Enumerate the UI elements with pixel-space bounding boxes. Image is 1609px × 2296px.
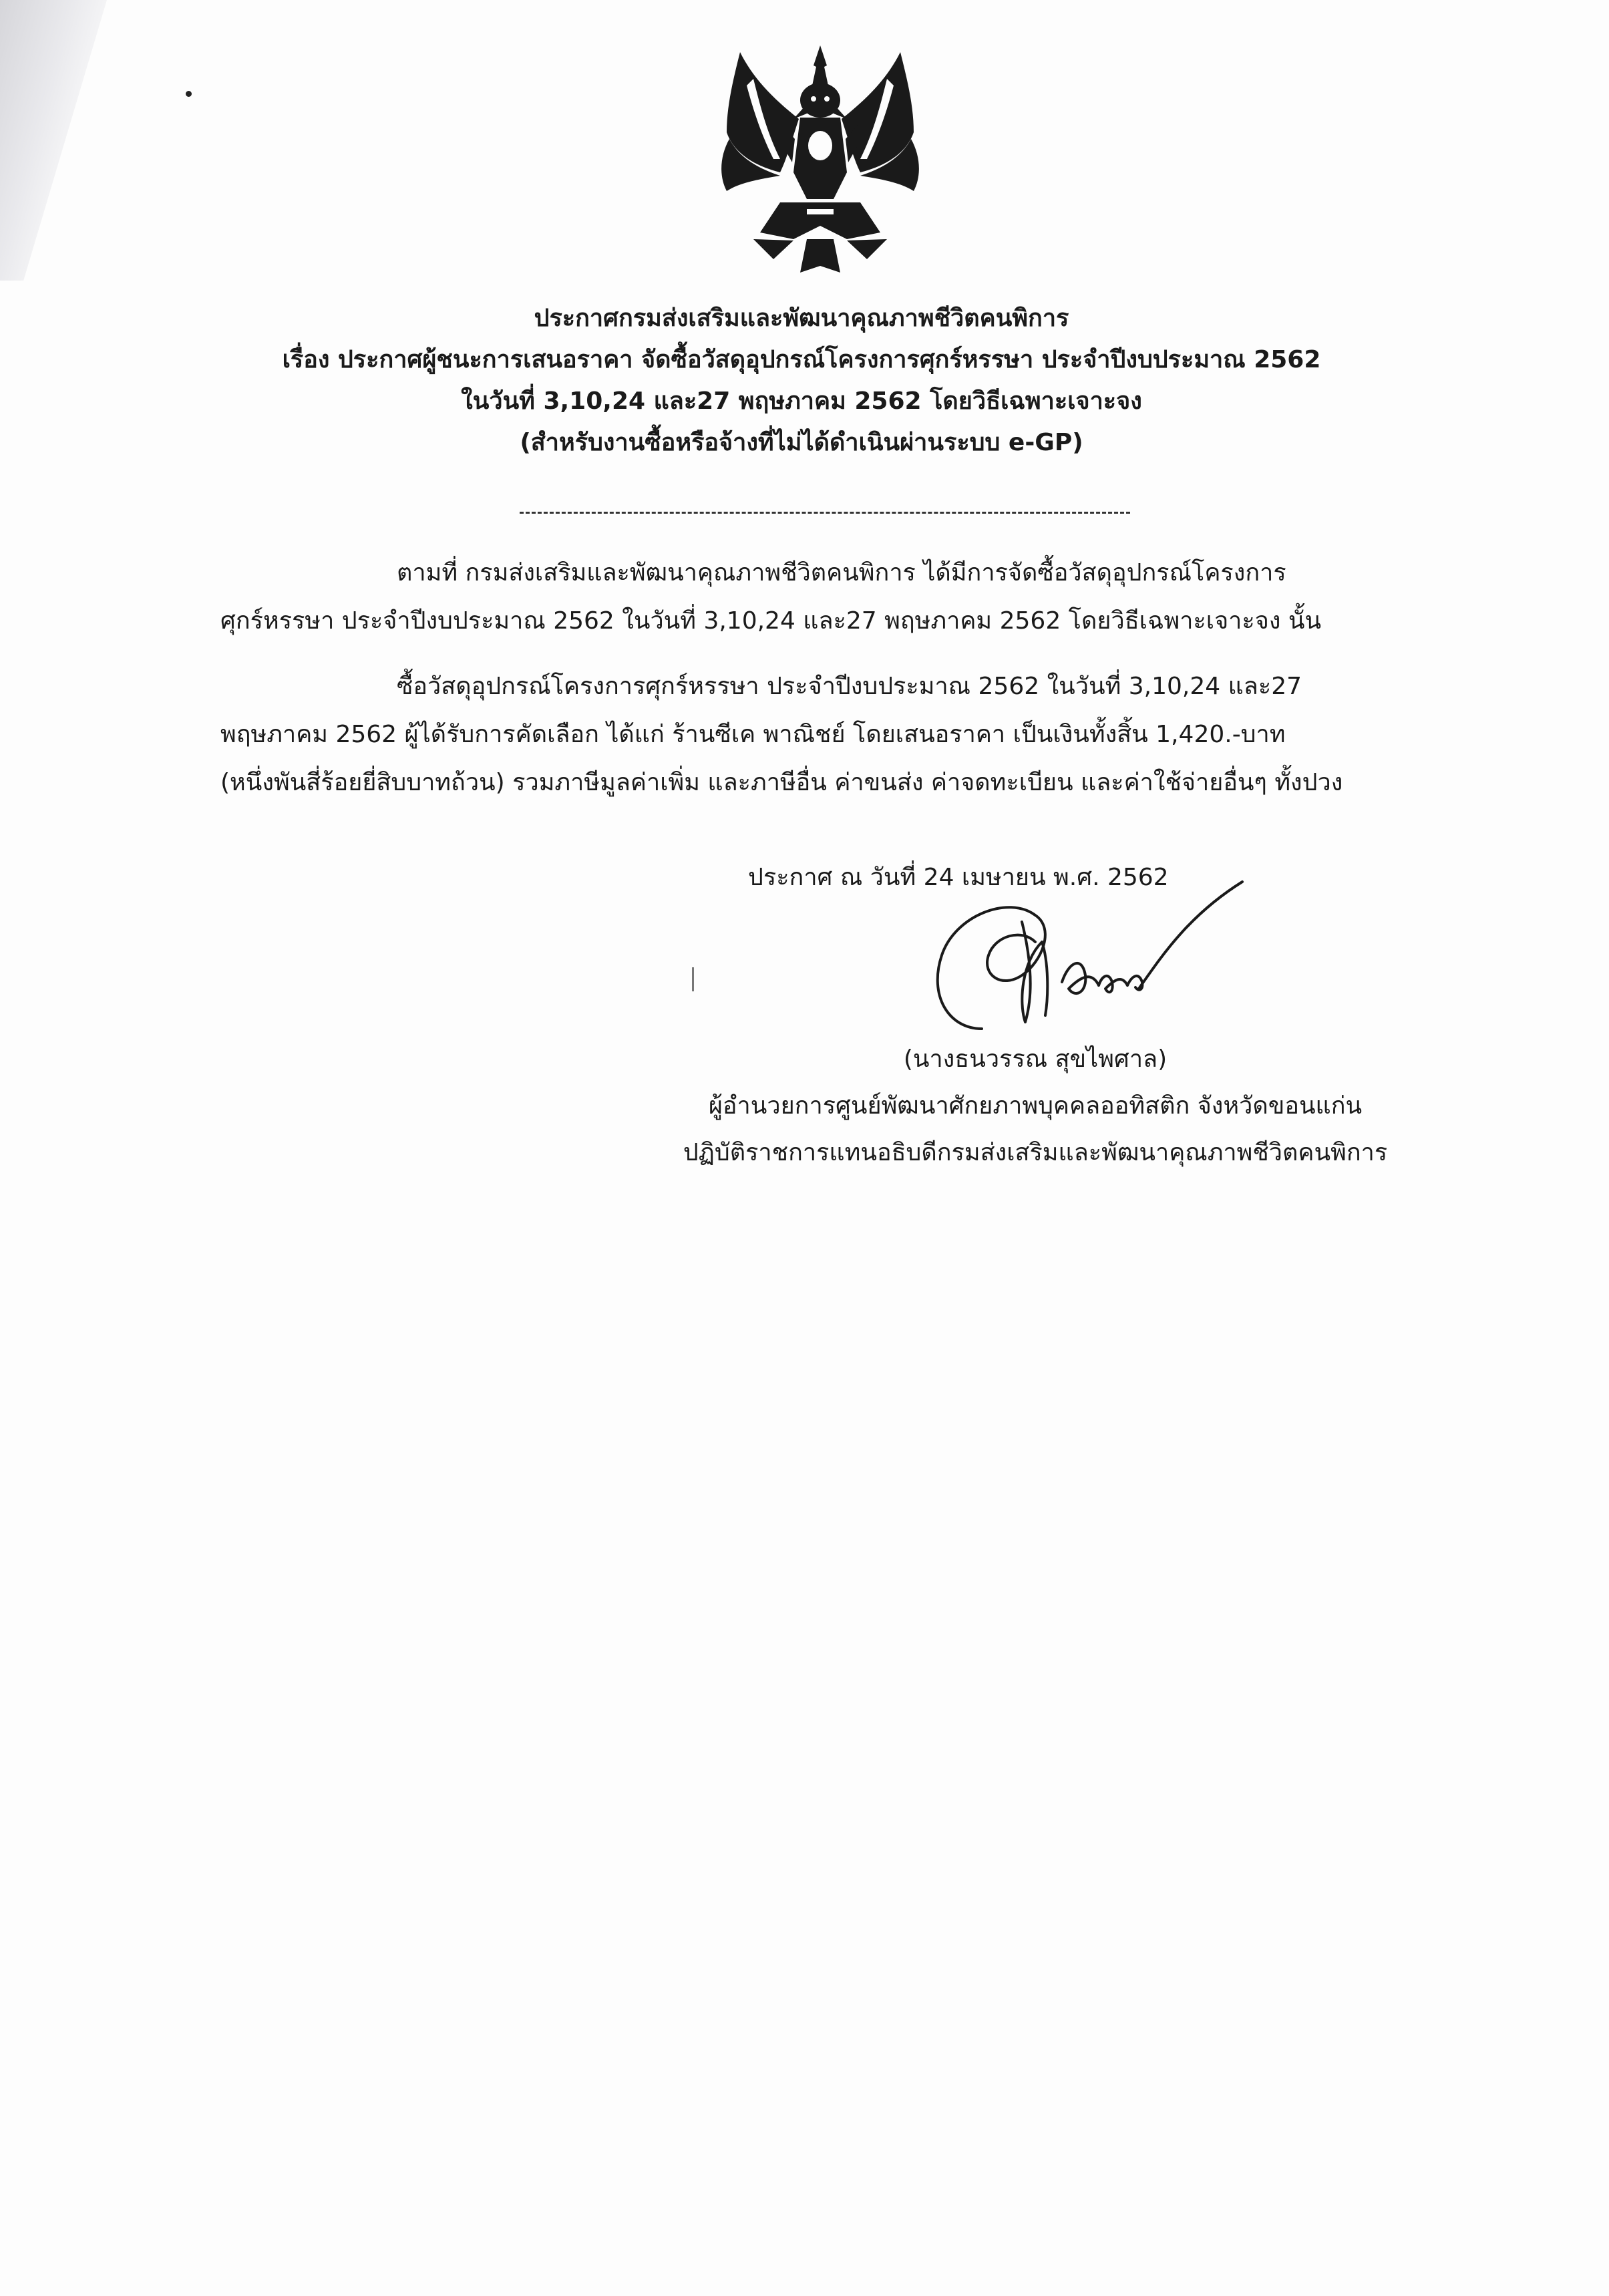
signer-position: ผู้อำนวยการศูนย์พัฒนาศักยภาพบุคคลออทิสติก จังหวัดขอนแก่น bbox=[708, 1092, 1363, 1120]
signer-acting-for: ปฏิบัติราชการแทนอธิบดีกรมส่งเสริมและพัฒนาคุณภาพชีวิตคนพิการ bbox=[683, 1139, 1388, 1166]
scan-shadow-edge bbox=[0, 0, 107, 281]
heading-line-note: (สำหรับงานซื้อหรือจ้างที่ไม่ได้ดำเนินผ่านระบบ e-GP) bbox=[520, 429, 1083, 456]
paragraph-2-line-2: พฤษภาคม 2562 ผู้ได้รับการคัดเลือก ได้แก่ ร้านซีเค พาณิชย์ โดยเสนอราคา เป็นเงินทั้งสิ้น 1,420.-บาท bbox=[220, 721, 1286, 748]
garuda-emblem-icon bbox=[713, 39, 927, 286]
paragraph-1-line-1: ตามที่ กรมส่งเสริมและพัฒนาคุณภาพชีวิตคนพิการ ได้มีการจัดซื้อวัสดุอุปกรณ์โครงการ bbox=[397, 559, 1286, 587]
announcement-heading bbox=[200, 298, 1403, 464]
scan-speck bbox=[186, 91, 192, 97]
paragraph-2-line-3: (หนึ่งพันสี่ร้อยยี่สิบบาทถ้วน) รวมภาษีมูลค่าเพิ่ม และภาษีอื่น ค่าขนส่ง ค่าจดทะเบียน และค่าใช้จ่ายอื่นๆ ทั้งปวง bbox=[220, 769, 1343, 796]
heading-line-subject: เรื่อง ประกาศผู้ชนะการเสนอราคา จัดซื้อวัสดุอุปกรณ์โครงการศุกร์หรรษา ประจำปีงบประมาณ 2562 bbox=[282, 346, 1321, 373]
stray-mark bbox=[692, 967, 694, 991]
heading-divider bbox=[520, 512, 1130, 514]
signer-name: (นางธนวรรณ สุขไพศาล) bbox=[903, 1045, 1168, 1073]
handwritten-signature bbox=[908, 862, 1256, 1042]
paragraph-1-line-2: ศุกร์หรรษา ประจำปีงบประมาณ 2562 ในวันที่ 3,10,24 และ27 พฤษภาคม 2562 โดยวิธีเฉพาะเจาะจง นั้น bbox=[220, 607, 1322, 635]
heading-line-agency: ประกาศกรมส่งเสริมและพัฒนาคุณภาพชีวิตคนพิการ bbox=[534, 305, 1069, 332]
heading-line-dates: ในวันที่ 3,10,24 และ27 พฤษภาคม 2562 โดยวิธีเฉพาะเจาะจง bbox=[461, 387, 1142, 415]
announcement-date: ประกาศ ณ วันที่ 24 เมษายน พ.ศ. 2562 bbox=[748, 864, 1169, 891]
paragraph-2-line-1: ซื้อวัสดุอุปกรณ์โครงการศุกร์หรรษา ประจำปีงบประมาณ 2562 ในวันที่ 3,10,24 และ27 bbox=[397, 673, 1302, 700]
